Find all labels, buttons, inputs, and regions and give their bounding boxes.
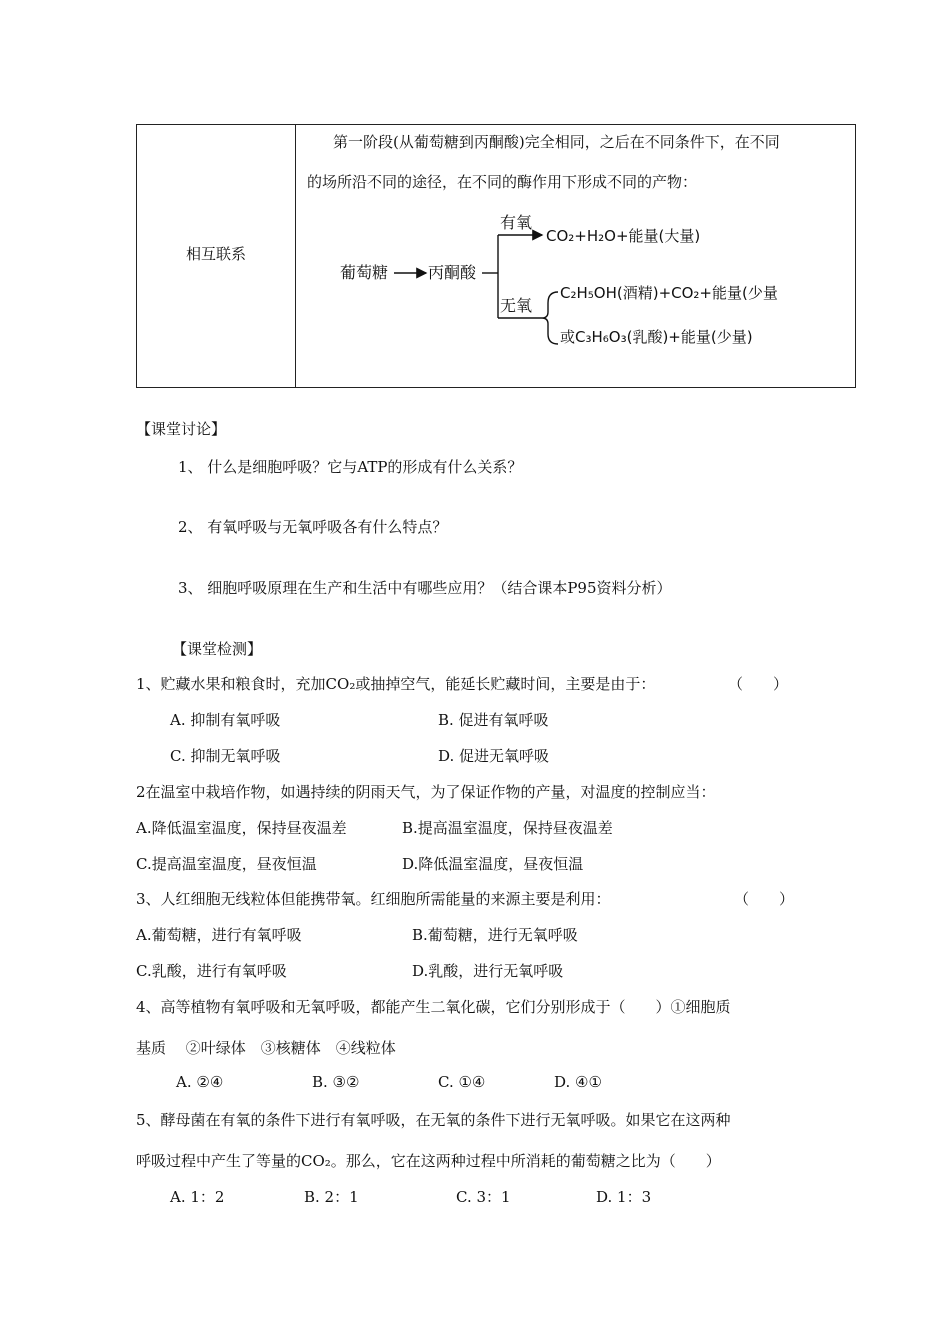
- q1-stem: 1、贮藏水果和粮食时，充加CO₂或抽掉空气，能延长贮藏时间，主要是由于：: [136, 675, 656, 693]
- respiration-pathway-diagram: [296, 200, 806, 360]
- q4-stem-line-1: 4、高等植物有氧呼吸和无氧呼吸，都能产生二氧化碳，它们分别形成于（ ）①细胞质: [136, 998, 731, 1016]
- q2-option-a: A.降低温室温度，保持昼夜温差: [136, 819, 347, 837]
- q1-option-b: B. 促进有氧呼吸: [438, 711, 549, 729]
- table-row-label: 相互联系: [185, 245, 246, 263]
- q2-stem: 2在温室中栽培作物，如遇持续的阴雨天气，为了保证作物的产量，对温度的控制应当：: [136, 783, 716, 801]
- q5-option-b: B. 2：1: [304, 1188, 359, 1206]
- pyruvate-label: 丙酮酸: [428, 263, 477, 282]
- q2-option-c: C.提高温室温度，昼夜恒温: [136, 855, 317, 873]
- q4-option-c: C. ①④: [438, 1073, 486, 1091]
- table-text-line-1: 第一阶段(从葡萄糖到丙酮酸)完全相同，之后在不同条件下，在不同: [333, 133, 780, 151]
- q5-stem-line-1: 5、酵母菌在有氧的条件下进行有氧呼吸，在无氧的条件下进行无氧呼吸。如果它在这两种: [136, 1111, 731, 1129]
- discussion-item-2: 2、 有氧呼吸与无氧呼吸各有什么特点？: [178, 518, 448, 536]
- q3-stem: 3、人红细胞无线粒体但能携带氧。红细胞所需能量的来源主要是利用：: [136, 890, 611, 908]
- q5-option-c: C. 3：1: [456, 1188, 511, 1206]
- discussion-title: 【课堂讨论】: [136, 420, 227, 438]
- discussion-item-1: 1、 什么是细胞呼吸？它与ATP的形成有什么关系？: [178, 458, 523, 476]
- q4-option-d: D. ④①: [554, 1073, 602, 1091]
- discussion-item-3: 3、 细胞呼吸原理在生产和生活中有哪些应用？（结合课本P95资料分析）: [178, 579, 672, 597]
- q1-answer-bracket: （ ）: [728, 675, 789, 693]
- q5-stem-line-2: 呼吸过程中产生了等量的CO₂。那么，它在这两种过程中所消耗的葡萄糖之比为（ ）: [136, 1152, 721, 1170]
- q3-option-d: D.乳酸，进行无氧呼吸: [412, 962, 564, 980]
- anaerobic-product-ethanol: C₂H₅OH(酒精)+CO₂+能量(少量: [560, 284, 778, 302]
- q3-option-b: B.葡萄糖，进行无氧呼吸: [412, 926, 578, 944]
- q1-option-d: D. 促进无氧呼吸: [438, 747, 550, 765]
- glucose-label: 葡萄糖: [340, 263, 389, 282]
- q3-option-c: C.乳酸，进行有氧呼吸: [136, 962, 287, 980]
- q4-stem-line-2: 基质 ②叶绿体 ③核糖体 ④线粒体: [136, 1039, 396, 1057]
- q4-option-a: A. ②④: [176, 1073, 224, 1091]
- q3-answer-bracket: （ ）: [734, 890, 795, 908]
- anaerobic-brace: [542, 292, 558, 344]
- q1-option-c: C. 抑制无氧呼吸: [170, 747, 281, 765]
- aerobic-product: CO₂+H₂O+能量(大量): [546, 227, 701, 245]
- q4-option-b: B. ③②: [312, 1073, 360, 1091]
- test-title: 【课堂检测】: [172, 640, 263, 658]
- table-text-line-2: 的场所沿不同的途径，在不同的酶作用下形成不同的产物：: [307, 173, 698, 191]
- anaerobic-product-lactate: 或C₃H₆O₃(乳酸)+能量(少量): [560, 328, 753, 346]
- q3-option-a: A.葡萄糖，进行有氧呼吸: [136, 926, 302, 944]
- q1-option-a: A. 抑制有氧呼吸: [170, 711, 281, 729]
- q5-option-d: D. 1：3: [596, 1188, 652, 1206]
- anaerobic-label: 无氧: [500, 296, 533, 315]
- q2-option-d: D.降低温室温度，昼夜恒温: [402, 855, 584, 873]
- q2-option-b: B.提高温室温度，保持昼夜温差: [402, 819, 613, 837]
- q5-option-a: A. 1：2: [170, 1188, 225, 1206]
- aerobic-label: 有氧: [500, 213, 533, 232]
